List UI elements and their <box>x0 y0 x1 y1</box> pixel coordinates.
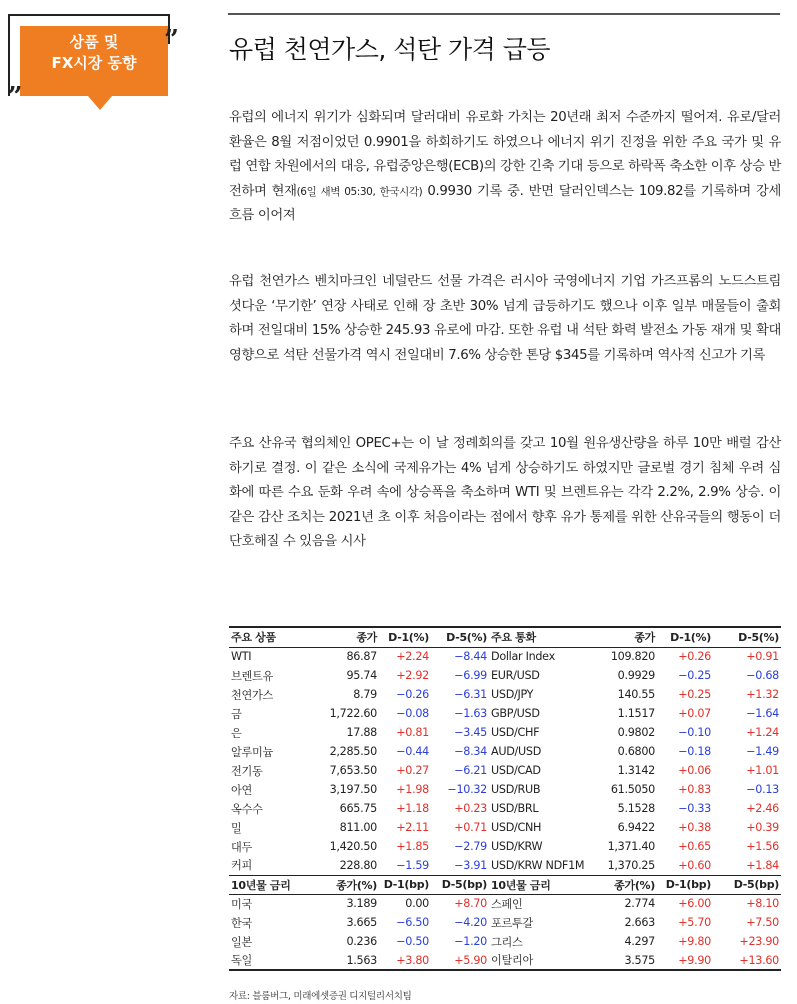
table-row <box>229 932 781 951</box>
table-cell: 미국 <box>231 897 253 911</box>
table-cell: USD/CNH <box>491 821 542 834</box>
title-rule <box>228 13 780 15</box>
table-cell: −8.34 <box>454 745 487 758</box>
table-cell: +0.06 <box>678 764 711 777</box>
column-header: 10년물 금리 <box>489 875 589 894</box>
table-cell: −4.20 <box>454 916 487 929</box>
table-cell: −0.08 <box>396 707 429 720</box>
table-row <box>229 856 781 875</box>
table-cell: 포르투갈 <box>491 916 534 930</box>
table-row <box>229 837 781 856</box>
table-cell: +23.90 <box>739 935 779 948</box>
badge-label-line1: 상품 및 <box>69 33 119 51</box>
table-cell: 일본 <box>231 935 253 949</box>
column-header: 종가(%) <box>589 875 657 894</box>
table-cell: EUR/USD <box>491 669 540 682</box>
table-cell: 알루미늄 <box>231 745 274 759</box>
section-badge <box>8 14 183 114</box>
table-cell: AUD/USD <box>491 745 542 758</box>
column-header: D-1(%) <box>379 627 431 647</box>
table-cell: +2.24 <box>396 650 429 664</box>
table-cell: 8.79 <box>353 688 377 701</box>
table-cell: 옥수수 <box>231 802 263 816</box>
table-cell: +0.23 <box>454 802 487 815</box>
table-cell: −3.91 <box>454 858 487 872</box>
table-cell: USD/JPY <box>491 688 534 701</box>
paragraph-fx-text-a: 유럽의 에너지 위기가 심화되며 달러대비 유로화 가치는 20년래 최저 수준까지 떨어져. 유로/달러 환율은 8월 저점이었던 0.9901을 하회하기도 하였으나 에너지 위기 진정을 위한 주요 국가 및 유럽 연합 차원에서의 대응, 유럽중앙은행(ECB)의 강한 긴축 기대 등으로 하락폭 축소한 이후 상승 반전하며 현재 <box>229 110 782 199</box>
table-cell: +0.65 <box>678 840 711 853</box>
table-cell: −6.31 <box>454 688 487 701</box>
table-source: 자료: 블룸버그, 미래에셋증권 디지털리서치팀 <box>229 991 412 1002</box>
table-cell: +1.98 <box>396 783 429 796</box>
paragraph-opec: 주요 산유국 협의체인 OPEC+는 이 날 정례회의를 갖고 10월 원유생산량을 하루 10만 배럴 감산하기로 결정. 이 같은 소식에 국제유가는 4% 넘게 상승하기도 하였지만 글로벌 경기 침체 우려 심화에 따른 수요 둔화 우려 속에 상승폭을 축소하며 WTI 및 브렌트유는 각각 2.2%, 2.9% 상승. 이 같은 감산 조치는 2021년 초 이후 처음이라는 점에서 향후 유가 통제를 위한 산유국들의 행동이 더 단호해질 수 있음을 시사 <box>229 436 781 549</box>
table-cell: +0.60 <box>678 858 711 872</box>
table-cell: 3.665 <box>346 916 377 929</box>
table-cell: +0.07 <box>678 707 711 720</box>
table-cell: +8.70 <box>454 897 487 911</box>
table-cell: 1,722.60 <box>329 707 377 720</box>
table-cell: 109.820 <box>610 650 655 664</box>
table-row <box>229 742 781 761</box>
table-cell: −0.33 <box>678 802 711 815</box>
table-cell: −1.64 <box>746 707 779 720</box>
table-row <box>229 913 781 932</box>
table-cell: −0.68 <box>746 669 779 682</box>
table-cell: 811.00 <box>339 821 377 834</box>
table-cell: +1.32 <box>746 688 779 701</box>
table-cell: +0.91 <box>746 650 779 664</box>
table-header-commodities-fx <box>229 627 781 647</box>
table-cell: +5.70 <box>678 916 711 929</box>
table-cell: +1.18 <box>396 802 429 815</box>
table-cell: −0.25 <box>678 669 711 682</box>
table-cell: 17.88 <box>346 726 377 739</box>
column-header: D-5(%) <box>431 627 489 647</box>
table-cell: 3.575 <box>589 951 657 970</box>
table-cell: 스페인 <box>491 897 523 911</box>
table-cell: USD/CHF <box>491 726 540 739</box>
table-cell: 밀 <box>231 821 242 835</box>
table-cell: 대두 <box>231 840 253 854</box>
paragraph-fx-text-b: 0.9930 기록 중. 반면 달러인덱스는 109.82를 기록하며 강세 흐름 이어져 <box>229 183 781 223</box>
table-cell: +0.38 <box>678 821 711 834</box>
table-cell: −6.99 <box>454 669 487 682</box>
table-cell: 이탈리아 <box>489 951 589 970</box>
quote-open-icon: „ <box>8 67 23 97</box>
table-cell: 3,197.50 <box>329 783 377 796</box>
table-cell: −3.45 <box>454 726 487 739</box>
table-cell: 0.00 <box>405 897 429 911</box>
table-cell: USD/BRL <box>491 802 539 815</box>
column-header: D-1(bp) <box>657 875 713 894</box>
table-cell: +9.90 <box>657 951 713 970</box>
table-cell: 7,653.50 <box>329 764 377 777</box>
column-header: D-5(bp) <box>713 875 781 894</box>
table-cell: −0.18 <box>678 745 711 758</box>
column-header: D-1(bp) <box>379 875 431 894</box>
table-cell: 1,370.25 <box>607 858 655 872</box>
badge-label <box>20 32 168 74</box>
market-table <box>229 626 781 971</box>
table-cell: −6.50 <box>396 916 429 929</box>
table-cell: 브렌트유 <box>231 669 274 683</box>
table-cell: 0.6800 <box>617 745 655 758</box>
table-header-bond-yields <box>229 875 781 894</box>
table-cell: USD/RUB <box>491 783 541 796</box>
table-cell: 커피 <box>231 859 253 873</box>
column-header: 10년물 금리 <box>229 875 307 894</box>
column-header: 종가 <box>307 627 379 647</box>
badge-label-line2: FX시장 동향 <box>51 54 137 72</box>
table-cell: +7.50 <box>746 916 779 929</box>
table-cell: 61.5050 <box>610 783 655 796</box>
table-row <box>229 685 781 704</box>
table-cell: USD/KRW <box>491 840 543 853</box>
table-cell: 86.87 <box>346 650 377 664</box>
table-cell: +0.25 <box>678 688 711 701</box>
table-cell: 은 <box>231 726 242 740</box>
table-cell: −0.50 <box>396 935 429 948</box>
table-row <box>229 799 781 818</box>
table-cell: 0.9802 <box>617 726 655 739</box>
table-cell: 아연 <box>231 783 253 797</box>
table-cell: −10.32 <box>447 783 487 796</box>
badge-frame-top <box>8 14 170 16</box>
table-cell: +6.00 <box>678 897 711 911</box>
table-cell: 140.55 <box>617 688 655 701</box>
table-cell: WTI <box>231 650 252 664</box>
table-cell: −1.63 <box>454 707 487 720</box>
paragraph-gas-coal: 유럽 천연가스 벤치마크인 네덜란드 선물 가격은 러시아 국영에너지 기업 가즈프롬의 노드스트림 셧다운 ‘무기한’ 연장 사태로 인해 장 초반 30% 넘게 급등하기도 했으나 이후 일부 매물들이 출회하며 전일대비 15% 상승한 245.93 유로에 마감. 또한 유럽 내 석탄 화력 발전소 가동 재개 및 확대 영향으로 석탄 선물가격 역시 전일대비 7.6% 상승한 톤당 $345를 기록하며 역사적 신고가 기록 <box>229 274 781 363</box>
table-cell: +1.85 <box>396 840 429 853</box>
table-cell: −6.21 <box>454 764 487 777</box>
table-cell: 3.189 <box>346 897 377 911</box>
column-header: 종가 <box>589 627 657 647</box>
table-cell: +13.60 <box>713 951 781 970</box>
table-cell: 2.774 <box>624 897 655 911</box>
table-cell: +0.71 <box>454 821 487 834</box>
table-cell: +2.92 <box>396 669 429 682</box>
table-cell: 독일 <box>229 951 307 970</box>
table-cell: 천연가스 <box>231 688 274 702</box>
table-cell: 95.74 <box>346 669 377 682</box>
table-row <box>229 894 781 913</box>
table-cell: 6.9422 <box>617 821 655 834</box>
table-cell: 5.1528 <box>617 802 655 815</box>
table-cell: +0.27 <box>396 764 429 777</box>
table-cell: 2.663 <box>624 916 655 929</box>
table-row <box>229 780 781 799</box>
table-cell: 0.236 <box>346 935 377 948</box>
table-cell: +2.11 <box>396 821 429 834</box>
table-row <box>229 704 781 723</box>
table-row <box>229 951 781 970</box>
table-row <box>229 666 781 685</box>
table-cell: −0.26 <box>396 688 429 701</box>
table-cell: GBP/USD <box>491 707 540 720</box>
table-cell: Dollar Index <box>491 650 555 664</box>
table-cell: USD/CAD <box>491 764 541 777</box>
column-header: 종가(%) <box>307 875 379 894</box>
table-cell: −0.44 <box>396 745 429 758</box>
quote-close-icon: ” <box>164 25 179 55</box>
column-header: D-5(bp) <box>431 875 489 894</box>
column-header: 주요 통화 <box>489 627 589 647</box>
table-cell: 1,371.40 <box>607 840 655 853</box>
table-cell: 2,285.50 <box>329 745 377 758</box>
table-cell: +1.56 <box>746 840 779 853</box>
table-cell: 금 <box>231 707 242 721</box>
table-cell: +8.10 <box>746 897 779 911</box>
paragraph-fx-time-note: (6일 새벽 05:30, 한국시각) <box>296 185 423 198</box>
column-header: D-5(%) <box>713 627 781 647</box>
table-row <box>229 761 781 780</box>
table-cell: −1.49 <box>746 745 779 758</box>
table-cell: +2.46 <box>746 802 779 815</box>
table-cell: 그리스 <box>491 935 523 949</box>
table-cell: +1.84 <box>746 858 779 872</box>
table-cell: USD/KRW NDF1M <box>491 858 585 872</box>
table-cell: 228.80 <box>339 858 377 872</box>
table-cell: −2.79 <box>454 840 487 853</box>
table-cell: −1.59 <box>396 858 429 872</box>
table-cell: +1.24 <box>746 726 779 739</box>
table-cell: 1.3142 <box>617 764 655 777</box>
table-cell: −1.20 <box>454 935 487 948</box>
table-cell: −0.10 <box>678 726 711 739</box>
table-cell: +1.01 <box>746 764 779 777</box>
table-cell: +3.80 <box>379 951 431 970</box>
table-cell: 전기동 <box>231 764 263 778</box>
table-row <box>229 723 781 742</box>
table-cell: −8.44 <box>454 650 487 664</box>
table-cell: 4.297 <box>624 935 655 948</box>
column-header: 주요 상품 <box>229 627 307 647</box>
table-row <box>229 818 781 837</box>
table-cell: 0.9929 <box>617 669 655 682</box>
table-cell: −0.13 <box>746 783 779 796</box>
table-row <box>229 647 781 666</box>
table-cell: +0.26 <box>678 650 711 664</box>
paragraph-fx <box>229 106 781 229</box>
table-cell: 665.75 <box>339 802 377 815</box>
table-cell: 1.563 <box>307 951 379 970</box>
table-cell: +0.83 <box>678 783 711 796</box>
table-cell: +0.39 <box>746 821 779 834</box>
page-title: 유럽 천연가스, 석탄 가격 급등 <box>229 35 551 64</box>
table-cell: 1,420.50 <box>329 840 377 853</box>
badge-pointer <box>88 96 112 110</box>
table-cell: +0.81 <box>396 726 429 739</box>
table-cell: +9.80 <box>678 935 711 948</box>
column-header: D-1(%) <box>657 627 713 647</box>
table-cell: 1.1517 <box>617 707 655 720</box>
table-cell: 한국 <box>231 916 253 930</box>
table-cell: +5.90 <box>431 951 489 970</box>
